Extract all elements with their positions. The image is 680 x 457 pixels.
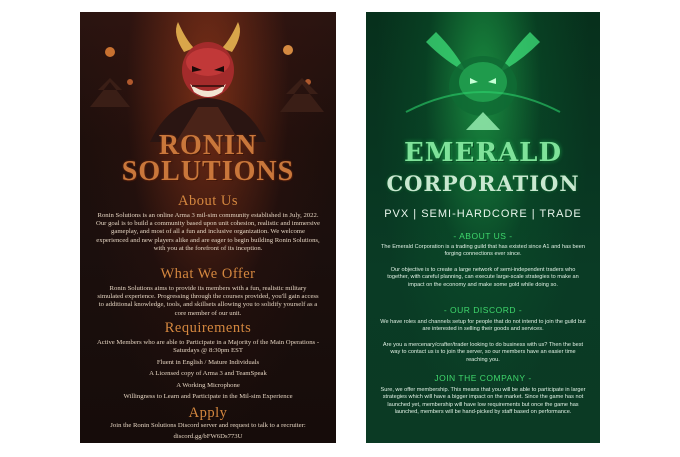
ronin-apply-text: Join the Ronin Solutions Discord server and request to talk to a recruiter: [110,422,306,429]
green-creature-artwork [366,12,600,142]
emerald-corporation-poster [366,12,600,443]
ronin-solutions-poster [80,12,336,443]
requirement-item: Active Members who are able to Participate in a Majority of the Main Operations - Saturdays @ 8:30pm EST [96,339,320,354]
emerald-about-p1: The Emerald Corporation is a trading guild that has existed since A1 and has been forging connections ever since. [381,244,585,258]
emerald-about-p2: Our objective is to create a large network of semi-independent traders who together, with careful planning, can execute large-scale strategies to make an impact on the economy and make some gold while doing so. [387,267,579,288]
samurai-oni-artwork [80,12,336,142]
ronin-discord-link[interactable]: discord.gg/bFW6Ds773U [173,433,243,440]
requirement-item: Willingness to Learn and Participate in the Mil-sim Experience [123,393,293,400]
requirement-item: A Working Microphone [176,382,240,389]
requirement-item: Fluent in English / Mature Individuals [156,359,260,366]
emerald-title-line1: EMERALD [403,138,563,168]
emerald-about-heading: - ABOUT US - [453,231,513,241]
ronin-title-line1: RONIN [158,130,258,161]
requirement-item: A Licensed copy of Arma 3 and TeamSpeak [149,370,267,377]
ronin-offer-text: Ronin Solutions aims to provide its members with a fun, realistic military simulated experience. Progressing through the courses provided, you'll gain access to additional knowledge, tools, and skillsets allowing you to solidify yourself as a core member of our unit. [97,285,319,317]
emerald-join-p1: Sure, we offer membership. This means that you will be able to participate in larger strategies which will have a bigger impact on the market. Since the game has not launched yet, membership will have low requirements but once the game has launched, members will be hand-picked by staff based on performance. [380,387,586,416]
emerald-discord-heading: - OUR DISCORD - [443,305,523,315]
ronin-requirements-heading: Requirements [164,320,252,336]
emerald-join-heading: JOIN THE COMPANY - [434,373,532,383]
ronin-about-text: Ronin Solutions is an online Arma 3 mil-sim community established in July, 2022. Our goal is to build a community based upon unit cohesion, realistic and immersive gameplay, and most of all a fun and inclusive organization. We welcome experienced and new players alike and are eager to begin building Ronin Solutions, with you at the forefront of its inception. [96,212,320,252]
ronin-offer-heading: What We Offer [160,266,256,282]
emerald-title-line2: CORPORATION [386,171,580,196]
emerald-discord-p2: Are you a mercenary/crafter/trader looking to do business with us? Then the best way to contact us is to join the server, so our members have an easier time reaching you. [382,342,584,363]
ronin-about-heading: About Us [178,193,238,209]
emerald-discord-p1: We have roles and channels setup for people that do not intend to join the guild but are interested in selling their goods and services. [380,319,586,333]
ronin-title-line2: SOLUTIONS [121,156,295,187]
ronin-apply-heading: Apply [188,405,228,421]
emerald-tagline: PVX | SEMI-HARDCORE | TRADE [384,208,582,220]
